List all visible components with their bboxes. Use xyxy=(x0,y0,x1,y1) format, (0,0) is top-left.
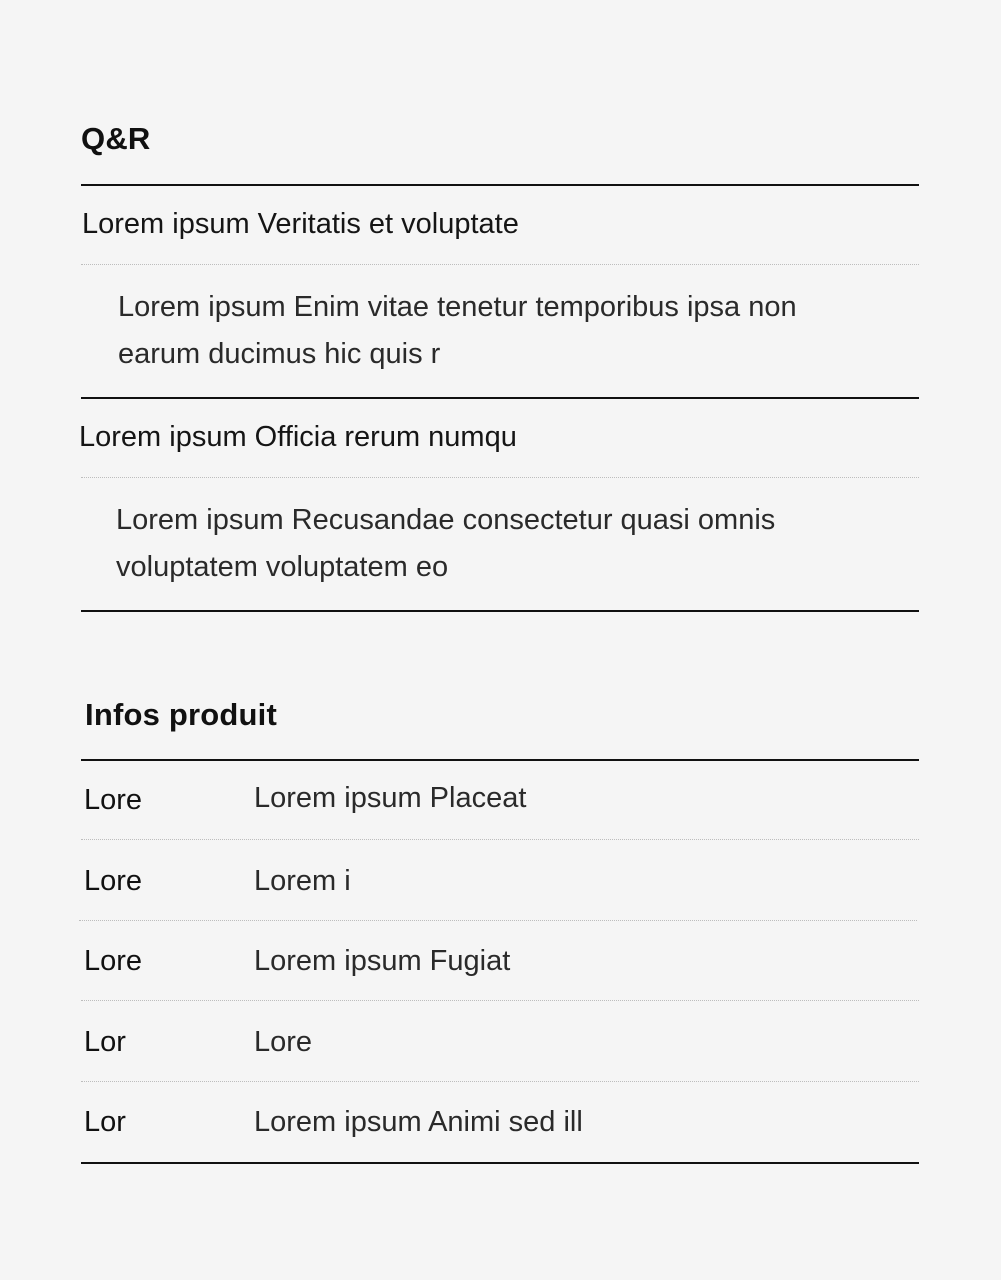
qa-divider xyxy=(81,264,919,265)
spec-label: Lore xyxy=(84,865,143,897)
product-info-title: Infos produit xyxy=(85,697,278,732)
spec-label: Lore xyxy=(84,784,143,816)
qa-answer-line: earum ducimus hic quis r xyxy=(118,338,441,370)
spec-label: Lor xyxy=(84,1106,126,1138)
qa-answer xyxy=(116,497,876,591)
spec-value: Lorem ipsum Animi sed ill xyxy=(254,1106,583,1138)
spec-divider xyxy=(81,1081,919,1082)
qa-item-rule xyxy=(81,397,919,399)
qa-question[interactable]: Lorem ipsum Officia rerum numqu xyxy=(79,421,517,453)
qa-bottom-rule xyxy=(81,610,919,612)
spec-value: Lore xyxy=(254,1026,313,1058)
spec-divider xyxy=(81,1000,919,1001)
qa-divider xyxy=(81,477,919,478)
product-info-bottom-rule xyxy=(81,1162,919,1164)
qa-top-rule xyxy=(81,184,919,186)
spec-label: Lore xyxy=(84,945,143,977)
qa-question[interactable]: Lorem ipsum Veritatis et voluptate xyxy=(82,208,519,240)
spec-value: Lorem i xyxy=(254,865,351,897)
product-info-top-rule xyxy=(81,759,919,761)
qa-answer-line: voluptatem voluptatem eo xyxy=(116,551,449,583)
qa-title: Q&R xyxy=(81,121,151,156)
spec-value: Lorem ipsum Fugiat xyxy=(254,945,511,977)
spec-label: Lor xyxy=(84,1026,126,1058)
qa-answer-line: Lorem ipsum Enim vitae tenetur temporibus ipsa non xyxy=(118,291,797,323)
spec-divider xyxy=(81,839,919,840)
spec-value: Lorem ipsum Placeat xyxy=(254,782,527,814)
spec-divider xyxy=(79,920,917,921)
qa-answer xyxy=(118,284,878,378)
qa-answer-line: Lorem ipsum Recusandae consectetur quasi omnis xyxy=(116,504,776,536)
